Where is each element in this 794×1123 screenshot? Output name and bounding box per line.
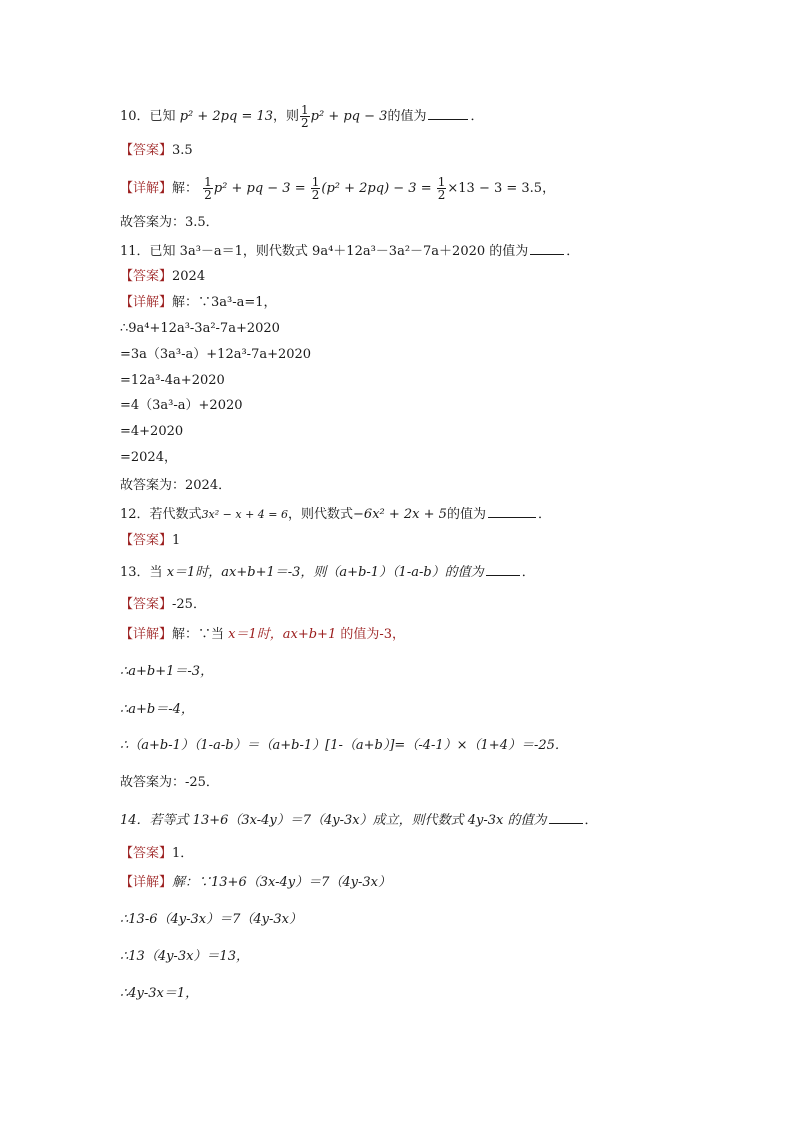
detail-11-step-6: =2024， [120, 450, 177, 465]
detail-11-step-2: =3a（3a³-a）+12a³-7a+2020 [120, 347, 312, 362]
detail-14-step-0: 【详解】解：∵13+6（3x-4y）＝7（4y-3x） [120, 875, 391, 890]
answer-14 [120, 845, 193, 863]
detail-11-step-1: ∴9a⁴+12a³-3a²-7a+2020 [120, 321, 280, 336]
detail-13-step-1: ∴a+b＝-4， [120, 702, 194, 717]
target-expression: p² + pq − 3 [310, 109, 388, 124]
answer-label: 【答案】 [120, 597, 173, 612]
answer-blank [530, 242, 564, 255]
conclusion-10: 故答案为：3.5． [120, 215, 219, 230]
detail-14-step-3: ∴4y-3x＝1， [120, 986, 199, 1001]
answer-label: 【答案】 [120, 846, 173, 861]
answer-label: 【答案】 [120, 143, 173, 158]
answer-value: 2024 [172, 269, 206, 284]
detail-13-step-0: ∴a+b+1＝-3， [120, 664, 214, 679]
detail-label: 【详解】 [120, 627, 173, 642]
answer-value: 1 [172, 533, 181, 548]
question-number: 10． [120, 109, 150, 124]
detail-11-step-0: 【详解】解：∵3a³-a=1， [120, 295, 277, 310]
question-13: 13．当 x＝1时，ax+b+1＝-3，则（a+b-1）（1-a-b）的值为 ． [120, 565, 535, 580]
answer-12 [120, 532, 180, 550]
answer-blank [428, 107, 468, 120]
answer-10 [120, 142, 193, 160]
target-expression: −6x² + 2x + 5 [353, 507, 447, 522]
detail-11-step-3: =12a³-4a+2020 [120, 373, 225, 388]
detail-13-step-2: ∴（a+b-1）（1-a-b）＝（a+b-1）[1-（a+b）]=（-4-1）×（1+4）＝-25． [120, 738, 568, 753]
detail-11-step-4: =4（3a³-a）+2020 [120, 398, 243, 413]
question-14: 14．若等式 13+6（3x-4y）＝7（4y-3x）成立，则代数式 4y-3x 的值为 ． [120, 813, 598, 828]
question-10: 10．已知 p² + 2pq = 13，则 $\frac{1}{2}$ p² + pq − 3的值为 ． [120, 103, 484, 130]
answer-blank [488, 505, 536, 518]
answer-blank [549, 811, 583, 824]
question-12: 12．若代数式3x² − x + 4 = 6，则代数式−6x² + 2x + 5的值为 ． [120, 507, 551, 522]
answer-value: 1． [172, 846, 194, 861]
detail-10: 【详解】解： $\frac{1}{2}$ p² + pq − 3 = $\frac{1}{2}$ (p² + 2pq) − 3 = $\frac{1}{2}$ ×13 − 3 = 3.5， [120, 175, 556, 202]
fraction-half: $\frac{1}{2}$ [301, 103, 309, 130]
condition-expression: 3x² − x + 4 = 6 [201, 508, 289, 521]
condition-expression: p² + 2pq = 13 [179, 109, 274, 124]
answer-value: 3.5 [172, 143, 193, 158]
question-text: 的值为 [387, 109, 427, 124]
detail-label: 【详解】 [120, 295, 173, 310]
detail-label: 【详解】 [120, 875, 173, 890]
answer-13 [120, 596, 206, 614]
detail-label: 【详解】 [120, 181, 173, 196]
detail-14-step-2: ∴13（4y-3x）＝13， [120, 949, 249, 964]
question-11: 11．已知 3a³－a＝1，则代数式 9a⁴＋12a³－3a²－7a＋2020 的值为 ． [120, 244, 580, 259]
answer-label: 【答案】 [120, 269, 173, 284]
question-text: 已知 [149, 109, 176, 124]
detail-13: 【详解】解：∵当 x＝1时，ax+b+1 的值为-3， [120, 627, 406, 642]
detail-11-step-5: =4+2020 [120, 424, 184, 439]
detail-14-step-1: ∴13-6（4y-3x）＝7（4y-3x） [120, 912, 302, 927]
answer-blank [486, 563, 520, 576]
question-text: ，则 [273, 109, 300, 124]
conclusion-13: 故答案为：-25． [120, 775, 219, 790]
answer-value: -25． [172, 597, 206, 612]
answer-11 [120, 268, 205, 286]
conclusion-11: 故答案为：2024． [120, 478, 232, 493]
answer-label: 【答案】 [120, 533, 173, 548]
